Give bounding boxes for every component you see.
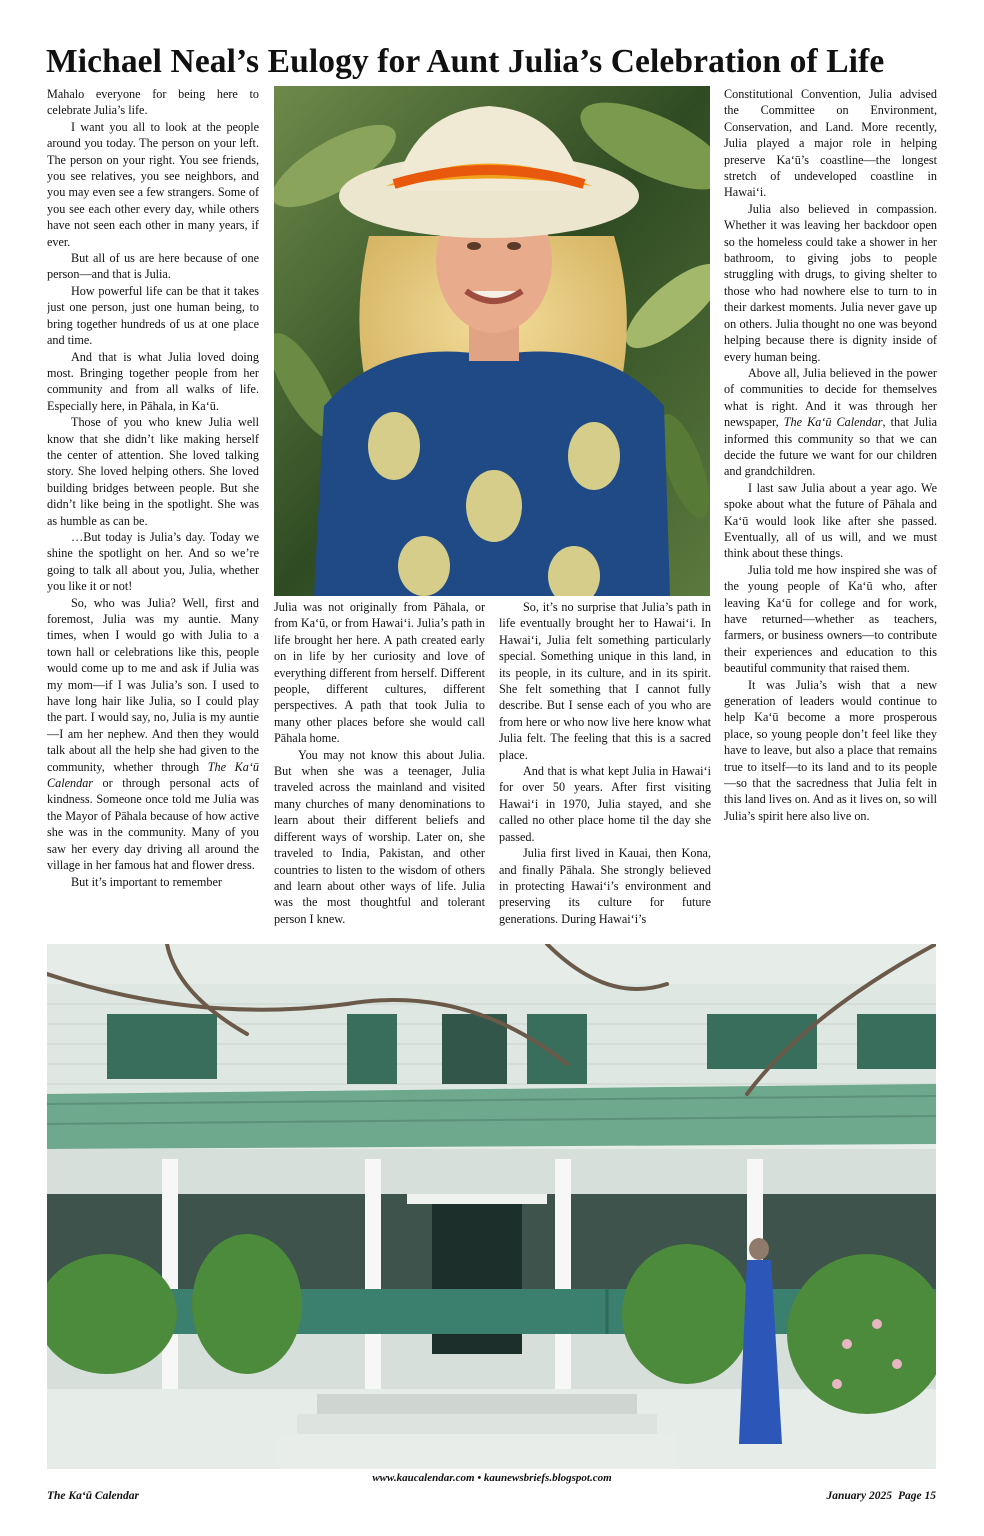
- house-illustration: [47, 944, 936, 1469]
- paragraph: Mahalo everyone for being here to celebrate Julia’s life.: [47, 87, 259, 118]
- footer-date: January 2025: [826, 1490, 892, 1502]
- paragraph-text: So, who was Julia? Well, first and foremost, Julia was my auntie. Many times, when I would go with Julia to a town hall or celebrations like this, people would come up to me and ask if Julia was my mom—if I was Julia’s son. I used to have long hair like Julia, so I could play the part. I would say, no, Julia is my auntie—I am her nephew. And then they would talk about all the help she had given to the community, whether through: [47, 595, 259, 774]
- footer-date-page: [826, 1490, 936, 1502]
- footer-url: www.kaucalendar.com • kaunewsbriefs.blogspot.com: [372, 1472, 612, 1484]
- paragraph-text: or through personal acts of kindness. Someone once told me Julia was the Mayor of Pāhala because of how active she was in the community. Many of you saw her every day driving all around the village in her famous hat and flower dress.: [47, 776, 259, 873]
- footer-page: Page 15: [897, 1490, 936, 1502]
- paragraph: …But today is Julia’s day. Today we shine the spotlight on her. And so we’re going to talk all about you, Julia, whether you like it or not!: [47, 529, 259, 594]
- headline: Michael Neal’s Eulogy for Aunt Julia’s Celebration of Life: [46, 43, 885, 80]
- paragraph: Constitutional Convention, Julia advised the Committee on Environment, Conservation, and Land. More recently, Julia played a major role in helping preserve Kaʻū’s coastline—the longest stretch of undeveloped coastline in Hawaiʻi.: [724, 87, 937, 200]
- paragraph: And that is what Julia loved doing most. Bringing together people from her community and from all walks of life. Especially here, in Pāhala, in Kaʻū.: [47, 349, 259, 413]
- footer-publication: The Kaʻū Calendar: [47, 1490, 140, 1502]
- paragraph: [47, 595, 259, 874]
- paragraph-text: , that Julia informed this community so that we can decide the future we want for our children and grandchildren.: [724, 415, 937, 479]
- paragraph: But it’s important to remember: [71, 874, 222, 889]
- article-column-2: [274, 599, 485, 935]
- paragraph: I last saw Julia about a year ago. We spoke about what the future of Pāhala and Kaʻū would look like after she passed. Eventually, all of us will, and we must think about these things.: [724, 480, 937, 561]
- portrait-illustration: [274, 86, 710, 596]
- paragraph: Julia first lived in Kauai, then Kona, and finally Pāhala. She strongly believed in protecting Hawaiʻi’s environment and preserving its culture for future generations. During Hawaiʻi’s: [499, 846, 711, 926]
- article-column-3: [499, 599, 711, 935]
- newspaper-name: The Kaʻū Calendar: [783, 415, 883, 430]
- portrait-photo: [274, 86, 710, 596]
- paragraph: It was Julia’s wish that a new generation of leaders would continue to help Kaʻū become a more prosperous place, so young people don’t feel like they have to leave, but also a place that remains true to itself—to its land and to its people—so that the sacredness that Julia felt in this land lives on. And as it lives on, so will Julia’s spirit here also live on.: [724, 677, 937, 823]
- paragraph: Julia was not originally from Pāhala, or from Kaʻū, or from Hawaiʻi. Julia’s path in life brought her here. A path created early on in life by her curiosity and love of everything different from herself. Different people, different cultures, different perspectives. A path that took Julia to many other places before she would call Pāhala home.: [274, 600, 485, 746]
- paragraph: And that is what kept Julia in Hawaiʻi for over 50 years. After first visiting Hawaiʻi in 1970, Julia stayed, and she called no other place home til the day she passed.: [499, 764, 711, 844]
- paragraph: How powerful life can be that it takes just one person, just one human being, to bring together hundreds of us at one place and time.: [47, 283, 259, 348]
- house-photo: [47, 944, 936, 1469]
- article-column-4: [724, 86, 937, 906]
- paragraph: Those of you who knew Julia well know that she didn’t like making herself the center of attention. She loved talking story. She loved helping others. She loved building bridges between people. But she didn’t like being in the spotlight. She was as humble as can be.: [47, 415, 259, 528]
- paragraph: But all of us are here because of one person—and that is Julia.: [47, 251, 259, 282]
- article-column-1: [47, 86, 259, 938]
- paragraph: [724, 365, 937, 480]
- paragraph: I want you all to look at the people around you today. The person on your left. The person on your right. You see friends, you see relatives, you see neighbors, and you may even see a few strangers. Some of you see each other every day, while others have not seen each other in many years, if ever.: [47, 119, 259, 249]
- paragraph: So, it’s no surprise that Julia’s path in life eventually brought her to Hawaiʻi. In Hawaiʻi, Julia felt something particularly special. Something unique in this land, in its people, in its culture, and in its spirit. She felt something that I cannot fully describe. But I sense each of you who are from here or who now live here know what Julia felt. The feeling that this is a sacred place.: [499, 600, 711, 762]
- newspaper-name: The Kaʻū Calendar: [47, 759, 259, 791]
- paragraph: Julia told me how inspired she was of the young people of Kaʻū who, after leaving Kaʻū for college and for work, have returned—whether as teachers, farmers, or business owners—to contribute their experiences and education to this beautiful community that raised them.: [724, 562, 937, 676]
- paragraph: You may not know this about Julia. But when she was a teenager, Julia traveled across the mainland and visited many churches of many denominations to learn about their different beliefs and different ways of worship. Later on, she traveled to India, Pakistan, and other countries to listen to the wisdom of others and learn about other ways of life. Julia was the most thoughtful and tolerant person I knew.: [274, 747, 485, 926]
- paragraph-text: Above all, Julia believed in the power of communities to decide for themselves what is right. And it was through her newspaper,: [724, 365, 937, 430]
- paragraph: Julia also believed in compassion. Whether it was leaving her backdoor open so the homeless could take a shower in her bathroom, to giving jobs to people struggling with drugs, to giving shelter to those who had nowhere else to turn to in their darkest moments. Julia never gave up on others. Julia thought no one was beyond helping because there is dignity inside of every human being.: [724, 201, 937, 364]
